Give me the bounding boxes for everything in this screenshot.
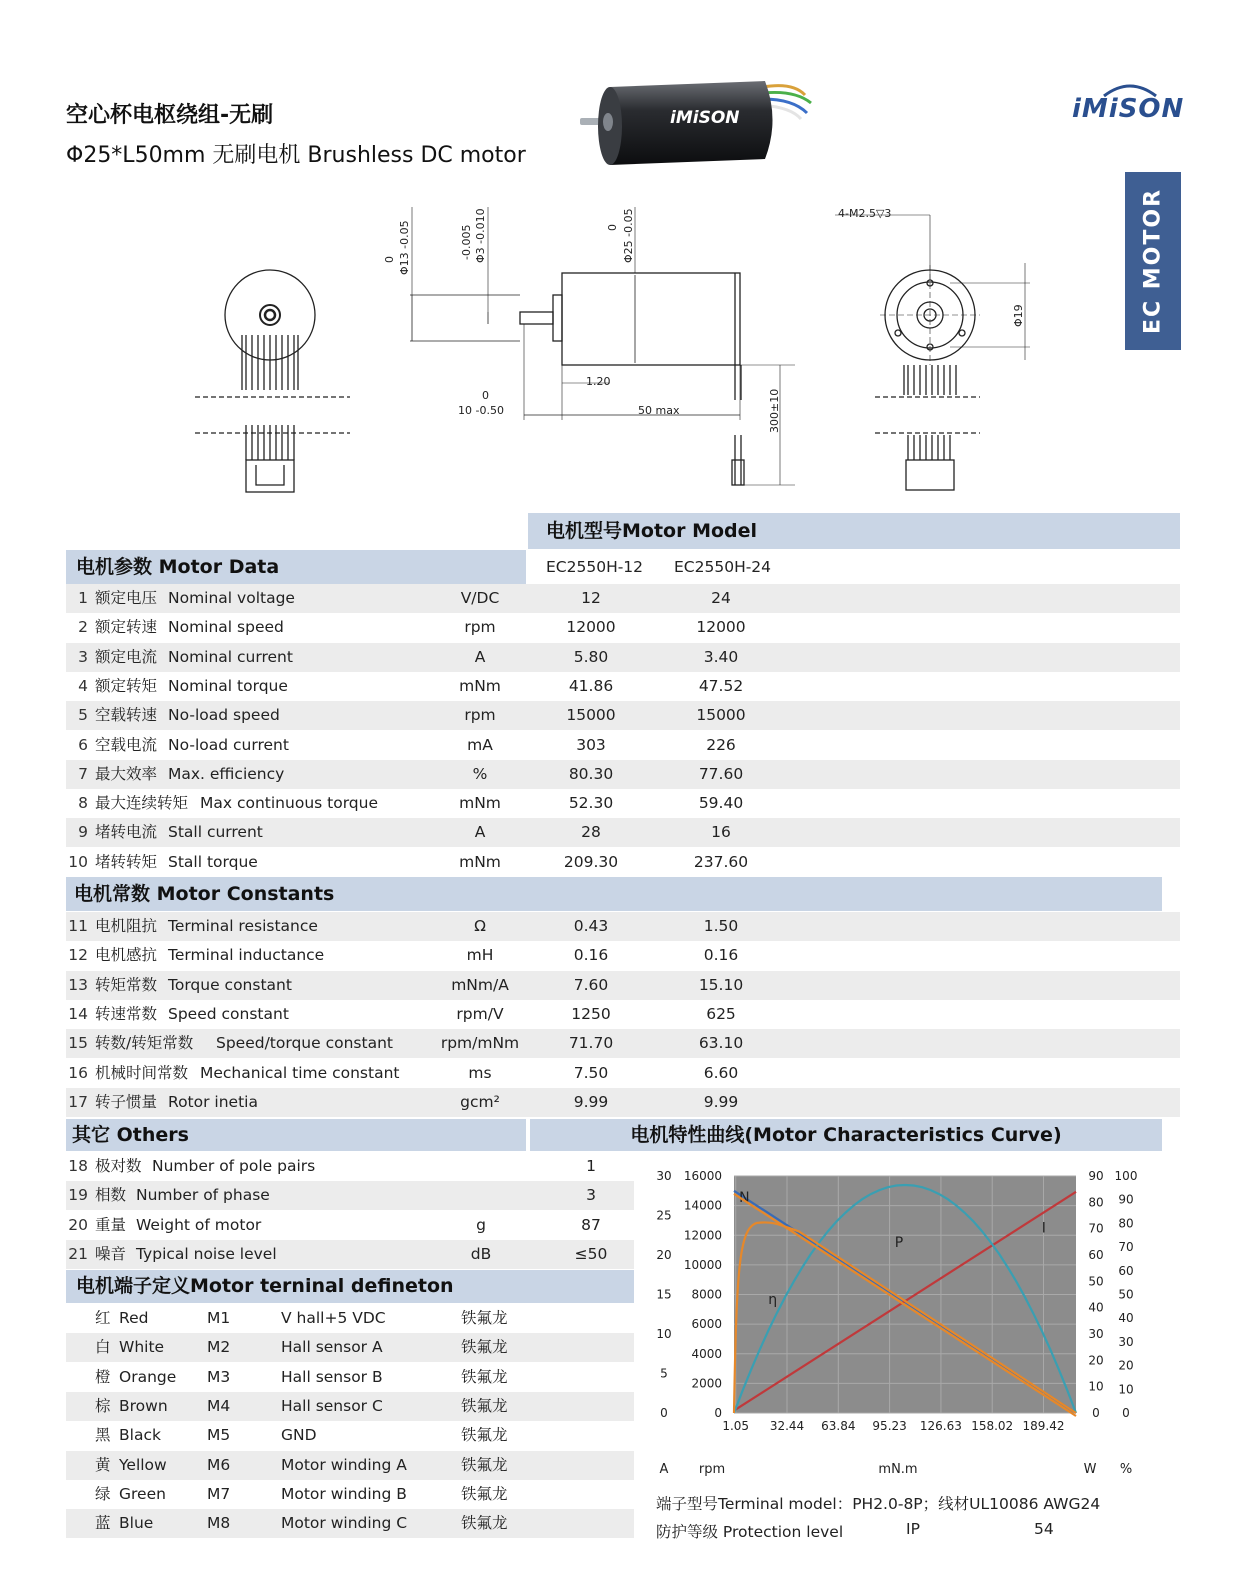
cell: Nominal current <box>168 647 293 666</box>
y-tick-label-W: 60 <box>1088 1248 1104 1262</box>
cell: Blue <box>119 1514 154 1533</box>
cell: Ω <box>474 917 486 935</box>
table-row <box>66 1304 634 1333</box>
cell: 303 <box>576 735 606 754</box>
y-tick-label-A: 25 <box>656 1208 672 1223</box>
table-row <box>66 818 1180 847</box>
axis-label-a: A <box>659 1462 669 1477</box>
y-tick-label-pct: 40 <box>1118 1311 1134 1326</box>
x-tick-label: 1.05 <box>722 1419 750 1433</box>
cell: M5 <box>207 1426 231 1445</box>
cell: mH <box>466 946 494 965</box>
cell: 铁氟龙 <box>461 1455 508 1474</box>
cell: V hall+5 VDC <box>281 1309 386 1327</box>
cell: 白 <box>95 1338 111 1357</box>
y-tick-label-pct: 70 <box>1118 1240 1134 1255</box>
table-row <box>66 971 1180 1000</box>
motor-brand-text: iMiSON <box>670 108 740 128</box>
x-tick-label: 126.63 <box>919 1419 962 1433</box>
x-tick-label: 189.42 <box>1022 1419 1065 1433</box>
brand-logo: iMiSON <box>1072 94 1185 124</box>
table-row <box>66 1480 634 1509</box>
cell: Mechanical time constant <box>200 1063 400 1082</box>
cell: 铁氟龙 <box>461 1484 508 1503</box>
cell: 7.60 <box>573 975 609 994</box>
cell: 71.70 <box>568 1034 614 1053</box>
cell: 转数/转矩常数 <box>95 1034 194 1053</box>
cell: Nominal torque <box>168 676 288 695</box>
logo-arc-icon <box>1100 82 1160 100</box>
y-tick-label-A: 20 <box>656 1248 672 1262</box>
front-view <box>835 215 1030 490</box>
cell: 黄 <box>95 1455 111 1474</box>
cell: 橙 <box>95 1367 111 1386</box>
cell: 14 <box>68 1004 88 1023</box>
model-heading: 电机型号Motor Model <box>528 513 1180 549</box>
y-tick-label-W: 40 <box>1088 1300 1104 1315</box>
cell: Hall sensor B <box>281 1367 383 1386</box>
y-tick-label-W: 0 <box>1092 1406 1100 1420</box>
cell: V/DC <box>460 589 500 607</box>
ec-motor-tag <box>1125 172 1181 350</box>
cell: 9.99 <box>573 1092 609 1111</box>
cell: 最大连续转矩 <box>95 794 189 813</box>
cell: Black <box>119 1426 161 1445</box>
cell: M8 <box>207 1514 231 1533</box>
y-tick-label-rpm: 4000 <box>691 1346 722 1361</box>
cell: 5.80 <box>573 647 609 666</box>
cell: 3 <box>586 1186 596 1205</box>
cell: 19 <box>68 1186 88 1205</box>
cell: 噪音 <box>95 1244 127 1263</box>
table-row <box>66 941 1180 970</box>
cell: 转矩常数 <box>95 975 158 994</box>
cell: 0.43 <box>573 917 609 935</box>
y-tick-label-rpm: 12000 <box>683 1228 722 1243</box>
cell: A <box>474 823 486 842</box>
cell: Speed constant <box>168 1004 289 1023</box>
dim-10-top: 0 <box>482 389 489 402</box>
model-name-1: EC2550H-12 <box>546 558 644 576</box>
cell: 转子惯量 <box>95 1092 158 1111</box>
protection-value: 54 <box>1034 1520 1054 1538</box>
cell: 1 <box>586 1157 596 1175</box>
cell: rpm/V <box>456 1004 504 1023</box>
cell: 额定电流 <box>95 647 158 666</box>
cell: Speed/torque constant <box>216 1034 393 1053</box>
cell: 6 <box>78 735 88 754</box>
page-title-en: Φ25*L50mm 无刷电机 Brushless DC motor <box>66 143 526 168</box>
cell: Rotor inetia <box>168 1092 258 1111</box>
cell: 16 <box>68 1063 88 1082</box>
cell: 电机阻抗 <box>95 917 158 935</box>
model-name-2: EC2550H-24 <box>674 558 772 576</box>
dim-1-20: 1.20 <box>586 375 611 388</box>
cell: mNm <box>459 794 501 813</box>
cell: No-load current <box>168 735 289 754</box>
table-row <box>66 731 1180 760</box>
y-tick-label-W: 90 <box>1088 1169 1104 1183</box>
cell: 机械时间常数 <box>95 1063 189 1082</box>
ec-motor-tag-label: EC MOTOR <box>1140 187 1166 335</box>
cell: 铁氟龙 <box>461 1426 508 1445</box>
cell: 7 <box>78 764 88 783</box>
table-row <box>66 1392 634 1421</box>
y-tick-label-pct: 50 <box>1118 1287 1134 1302</box>
cell: 21 <box>68 1244 88 1263</box>
rear-view <box>195 270 350 492</box>
y-tick-label-W: 20 <box>1088 1353 1104 1368</box>
y-tick-label-pct: 0 <box>1122 1406 1130 1420</box>
cell: ms <box>468 1063 492 1082</box>
cell: 1 <box>78 589 88 607</box>
cell: Terminal inductance <box>168 946 325 965</box>
y-tick-label-rpm: 2000 <box>691 1376 722 1391</box>
cell: 0.16 <box>573 946 609 965</box>
cell: 2 <box>78 618 88 637</box>
terminal-model: 端子型号Terminal model：PH2.0-8P；线材UL10086 AWG24 <box>656 1495 1101 1513</box>
cell: 绿 <box>95 1484 111 1503</box>
cell: 80.30 <box>568 764 614 783</box>
cell: Stall current <box>168 823 263 842</box>
cell: mNm <box>459 852 501 871</box>
cell: Max. efficiency <box>168 764 285 783</box>
cell: Nominal voltage <box>168 589 295 607</box>
table-row <box>66 1211 634 1240</box>
cell: Motor winding C <box>281 1514 408 1533</box>
cell: M1 <box>207 1309 231 1327</box>
axis-label-w: W <box>1083 1462 1097 1477</box>
protection-label: 防护等级 Protection level <box>656 1523 844 1541</box>
dim-10: 10 -0.50 <box>458 404 504 417</box>
y-tick-label-pct: 90 <box>1118 1192 1134 1207</box>
cell: 16 <box>711 823 731 842</box>
y-tick-label-rpm: 14000 <box>683 1198 722 1213</box>
axis-label-x: mN.m <box>878 1462 918 1477</box>
cell: 237.60 <box>693 852 749 871</box>
cell: 黑 <box>95 1426 111 1445</box>
y-tick-label-pct: 30 <box>1118 1334 1134 1349</box>
cell: 1.50 <box>703 917 739 935</box>
dim-50: 50 max <box>638 404 680 417</box>
cell: Typical noise level <box>136 1244 277 1263</box>
cell: % <box>472 764 488 783</box>
x-tick-label: 32.44 <box>769 1419 805 1433</box>
others-heading: 其它 Others <box>66 1119 526 1151</box>
cell: 铁氟龙 <box>461 1396 508 1415</box>
dim-3-top: -0.005 <box>460 224 473 260</box>
y-tick-label-A: 5 <box>660 1366 668 1381</box>
dim-300: 300±10 <box>768 388 781 433</box>
y-tick-label-pct: 80 <box>1118 1216 1134 1231</box>
y-tick-label-A: 15 <box>656 1287 672 1302</box>
cell: 5 <box>78 706 88 725</box>
y-tick-label-rpm: 8000 <box>691 1287 722 1302</box>
cell: 47.52 <box>698 676 744 695</box>
dim-hole: 4-M2.5▽3 <box>838 207 892 220</box>
cell: 20 <box>68 1215 88 1234</box>
table-row <box>66 1088 1180 1117</box>
cell: Terminal resistance <box>168 917 318 935</box>
cell: 87 <box>581 1215 601 1234</box>
table-row <box>66 848 1180 877</box>
cell: M7 <box>207 1484 231 1503</box>
table-row <box>66 1152 634 1181</box>
table-row <box>66 643 1180 672</box>
y-tick-label-pct: 60 <box>1118 1263 1134 1278</box>
table-row <box>66 1000 1180 1029</box>
cell: 7.50 <box>573 1063 609 1082</box>
table-row <box>66 1451 634 1480</box>
y-tick-label-rpm: 0 <box>714 1406 722 1420</box>
cell: 12 <box>581 589 601 607</box>
cell: 15.10 <box>698 975 744 994</box>
series-label: η <box>768 1291 778 1308</box>
cell: 堵转转矩 <box>95 852 158 871</box>
cell: Yellow <box>119 1455 167 1474</box>
cell: 4 <box>78 676 88 695</box>
cell: 52.30 <box>568 794 614 813</box>
motor-data-heading: 电机参数 Motor Data <box>66 550 526 584</box>
cell: Max continuous torque <box>200 794 379 813</box>
cell: 重量 <box>95 1215 127 1234</box>
cell: rpm <box>464 706 496 725</box>
y-tick-label-W: 70 <box>1088 1221 1104 1236</box>
cell: 10 <box>68 852 88 871</box>
cell: 15000 <box>566 706 616 725</box>
cell: 1250 <box>571 1004 611 1023</box>
table-row <box>66 1059 1180 1088</box>
cell: 15 <box>68 1034 88 1053</box>
cell: 铁氟龙 <box>461 1309 508 1327</box>
cell: 9 <box>78 823 88 842</box>
cell: Hall sensor C <box>281 1396 383 1415</box>
technical-drawing <box>180 185 1060 505</box>
cell: Torque constant <box>168 975 292 994</box>
y-tick-label-pct: 100 <box>1114 1169 1138 1183</box>
x-tick-label: 63.84 <box>821 1419 856 1433</box>
cell: 相数 <box>95 1186 127 1205</box>
cell: 15000 <box>696 706 746 725</box>
cell: rpm/mNm <box>440 1034 520 1053</box>
table-row <box>66 1333 634 1362</box>
y-tick-label-rpm: 16000 <box>683 1169 722 1183</box>
cell: 11 <box>68 917 88 935</box>
table-row <box>66 1509 634 1538</box>
y-tick-label-rpm: 10000 <box>683 1257 722 1272</box>
cell: 63.10 <box>698 1034 744 1053</box>
dim-25: Φ25 -0.05 <box>622 208 635 263</box>
cell: White <box>119 1338 165 1357</box>
series-label: N <box>739 1189 750 1206</box>
cell: 空载电流 <box>95 735 158 754</box>
cell: 0.16 <box>703 946 739 965</box>
axis-label-rpm: rpm <box>698 1462 726 1477</box>
table-row <box>66 1029 1180 1058</box>
cell: 转速常数 <box>95 1004 158 1023</box>
cell: 28 <box>581 823 601 842</box>
cell: mA <box>467 735 493 754</box>
cell: Orange <box>119 1367 177 1386</box>
table-row <box>66 584 1180 613</box>
y-tick-label-W: 10 <box>1088 1379 1104 1394</box>
cell: M4 <box>207 1396 231 1415</box>
cell: Stall torque <box>168 852 258 871</box>
characteristics-chart <box>640 1158 1160 1483</box>
y-tick-label-pct: 10 <box>1118 1382 1134 1397</box>
cell: 铁氟龙 <box>461 1338 508 1357</box>
x-tick-label: 158.02 <box>971 1419 1014 1433</box>
cell: 铁氟龙 <box>461 1367 508 1386</box>
y-tick-label-A: 0 <box>660 1406 668 1420</box>
cell: 蓝 <box>95 1514 111 1533</box>
cell: g <box>476 1215 486 1234</box>
cell: 堵转电流 <box>95 823 158 842</box>
cell: dB <box>470 1244 492 1263</box>
y-tick-label-W: 80 <box>1088 1195 1104 1210</box>
cell: Weight of motor <box>136 1215 262 1234</box>
cell: M6 <box>207 1455 231 1474</box>
cell: Motor winding B <box>281 1484 407 1503</box>
y-tick-label-A: 10 <box>656 1327 672 1341</box>
cell: mNm/A <box>451 975 509 994</box>
cell: Nominal speed <box>168 618 284 637</box>
y-tick-label-W: 50 <box>1088 1274 1104 1289</box>
cell: M2 <box>207 1338 231 1357</box>
cell: 226 <box>706 735 736 754</box>
cell: 12000 <box>566 618 616 637</box>
table-row <box>66 613 1180 642</box>
cell: Green <box>119 1484 166 1503</box>
cell: 77.60 <box>698 764 744 783</box>
cell: 额定电压 <box>95 589 158 607</box>
cell: M3 <box>207 1367 231 1386</box>
cell: 3.40 <box>703 647 739 666</box>
cell: 9.99 <box>703 1092 739 1111</box>
cell: 8 <box>78 794 88 813</box>
cell: 12 <box>68 946 88 965</box>
cell: 铁氟龙 <box>461 1514 508 1533</box>
cell: 最大效率 <box>95 764 158 783</box>
axis-label-pct: % <box>1119 1462 1133 1477</box>
table-row <box>66 1363 634 1392</box>
cell: 24 <box>711 589 731 607</box>
table-row <box>66 789 1180 818</box>
cell: GND <box>281 1426 317 1445</box>
table-row <box>66 1421 634 1450</box>
cell: 12000 <box>696 618 746 637</box>
cell: 18 <box>68 1157 88 1175</box>
cell: ≤50 <box>574 1244 608 1263</box>
cell: 电机感抗 <box>95 946 158 965</box>
cell: 3 <box>78 647 88 666</box>
constants-heading: 电机常数 Motor Constants <box>66 877 1162 911</box>
y-tick-label-W: 30 <box>1088 1327 1104 1341</box>
cell: mNm <box>459 676 501 695</box>
cell: 209.30 <box>563 852 619 871</box>
table-row <box>66 1240 634 1269</box>
cell: 极对数 <box>95 1157 142 1175</box>
y-tick-label-rpm: 6000 <box>691 1317 722 1332</box>
cell: 13 <box>68 975 88 994</box>
protection-code: IP <box>906 1520 920 1538</box>
series-label: P <box>894 1234 904 1251</box>
table-row <box>66 1181 634 1210</box>
dim-3: Φ3 -0.010 <box>474 208 487 263</box>
cell: Number of pole pairs <box>152 1157 316 1175</box>
x-tick-label: 95.23 <box>872 1419 907 1433</box>
cell: 59.40 <box>698 794 744 813</box>
page-title-cn: 空心杯电枢绕组-无刷 <box>66 103 274 128</box>
cell: 6.60 <box>703 1063 739 1082</box>
table-row <box>66 701 1180 730</box>
cell: 额定转矩 <box>95 676 158 695</box>
cell: 空载转速 <box>95 706 158 725</box>
cell: Brown <box>119 1396 168 1415</box>
cell: 625 <box>706 1004 736 1023</box>
cell: 41.86 <box>568 676 614 695</box>
table-row <box>66 672 1180 701</box>
motor-photo <box>575 75 840 175</box>
cell: gcm² <box>460 1092 500 1111</box>
cell: Number of phase <box>136 1186 270 1205</box>
series-label: I <box>1041 1220 1046 1237</box>
cell: Red <box>119 1309 149 1327</box>
table-row <box>66 760 1180 789</box>
curve-heading: 电机特性曲线(Motor Characteristics Curve) <box>530 1119 1162 1151</box>
dim-13-top: 0 <box>383 256 396 263</box>
cell: Motor winding A <box>281 1455 407 1474</box>
cell: 红 <box>95 1309 111 1327</box>
cell: 棕 <box>95 1396 111 1415</box>
cell: A <box>474 647 486 666</box>
y-tick-label-pct: 20 <box>1118 1358 1134 1373</box>
dim-19: Φ19 <box>1012 304 1025 327</box>
cell: No-load speed <box>168 706 280 725</box>
table-row <box>66 912 1180 941</box>
dim-13: Φ13 -0.05 <box>398 220 411 275</box>
cell: 17 <box>68 1092 88 1111</box>
cell: Hall sensor A <box>281 1338 383 1357</box>
dim-25-top: 0 <box>606 224 619 231</box>
cell: rpm <box>464 618 496 637</box>
cell: 额定转速 <box>95 618 158 637</box>
y-tick-label-A: 30 <box>656 1169 672 1183</box>
terminal-heading: 电机端子定义Motor terninal defineton <box>66 1270 634 1303</box>
